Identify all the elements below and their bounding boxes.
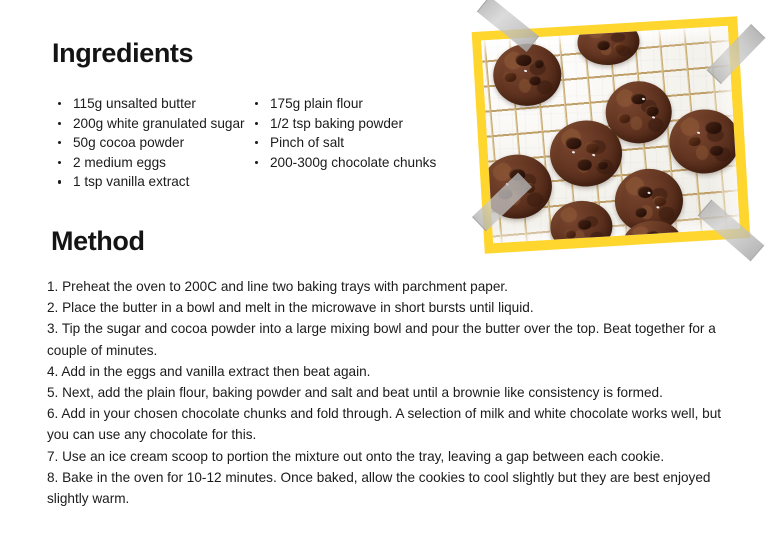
- method-step: 8. Bake in the oven for 10-12 minutes. Once baked, allow the cookies to cool slightly but they are best enjoyed slightly warm.: [47, 469, 711, 507]
- chocolate-chip: [646, 230, 660, 241]
- ingredient-item: 1/2 tsp baking powder: [249, 114, 446, 134]
- ingredient-item: 115g unsalted butter: [52, 94, 249, 114]
- chocolate-chip: [634, 207, 647, 218]
- method-step: 3. Tip the sugar and cocoa powder into a large mixing bowl and pour the butter over the top. Beat together for a couple of minutes.: [47, 321, 716, 358]
- ingredient-item: Pinch of salt: [249, 133, 446, 153]
- ingredient-item: 1 tsp vanilla extract: [52, 172, 249, 192]
- ingredients-heading: Ingredients: [52, 38, 194, 68]
- salt-flake: [656, 206, 659, 209]
- chocolate-chip: [614, 43, 626, 53]
- method-step: 5. Next, add the plain flour, baking powder and salt and beat until a brownie like consistency is formed.: [47, 385, 663, 401]
- chocolate-chip: [596, 40, 610, 51]
- ingredient-item: 200g white granulated sugar: [52, 114, 249, 134]
- chocolate-chip: [584, 142, 599, 154]
- method-step: 6. Add in your chosen chocolate chunks and fold through. A selection of milk and white chocolate works well, but you can use any chocolate for this.: [47, 406, 722, 443]
- chocolate-chip: [645, 105, 659, 117]
- chocolate-chip: [705, 120, 723, 134]
- chocolate-chip: [515, 53, 532, 66]
- chocolate-chip: [577, 218, 592, 230]
- ingredient-item: 175g plain flour: [249, 94, 446, 114]
- ingredients-column-1: [52, 94, 249, 192]
- recipe-photo-assembly: [478, 12, 760, 264]
- chocolate-chip: [576, 158, 592, 171]
- method-step: 1. Preheat the oven to 200C and line two baking trays with parchment paper.: [47, 279, 508, 294]
- salt-flake: [697, 131, 700, 134]
- salt-flake: [523, 70, 526, 73]
- salt-flake: [592, 154, 595, 157]
- chocolate-chip: [618, 113, 631, 124]
- method-step: 7. Use an ice cream scoop to portion the mixture out onto the tray, leaving a gap between each cookie.: [47, 448, 665, 464]
- salt-flake: [571, 151, 574, 154]
- ingredients-list-right: [249, 94, 446, 172]
- method-step: 4. Add in the eggs and vanilla extract then beat again.: [47, 363, 371, 379]
- chocolate-chip: [529, 75, 542, 86]
- ingredient-item: 2 medium eggs: [52, 153, 249, 173]
- ingredient-item: 50g cocoa powder: [52, 133, 249, 153]
- chocolate-chip: [564, 229, 576, 239]
- chocolate-chip: [709, 144, 724, 156]
- chocolate-chip: [565, 137, 582, 150]
- method-steps-container: [47, 276, 737, 509]
- method-step: 2. Place the butter in a bowl and melt in the microwave in short bursts until liquid.: [47, 300, 534, 316]
- chocolate-chip: [687, 135, 701, 146]
- chocolate-chip: [533, 59, 544, 69]
- chocolate-chip: [597, 160, 609, 170]
- ingredients-column-2: [249, 94, 446, 192]
- chocolate-chip: [653, 196, 667, 207]
- ingredient-item: 200-300g chocolate chunks: [249, 153, 446, 173]
- ingredients-list-left: [52, 94, 249, 192]
- ingredients-list-container: [52, 94, 452, 192]
- salt-flake: [652, 116, 655, 119]
- chocolate-chip: [503, 72, 517, 83]
- method-heading: Method: [51, 226, 145, 256]
